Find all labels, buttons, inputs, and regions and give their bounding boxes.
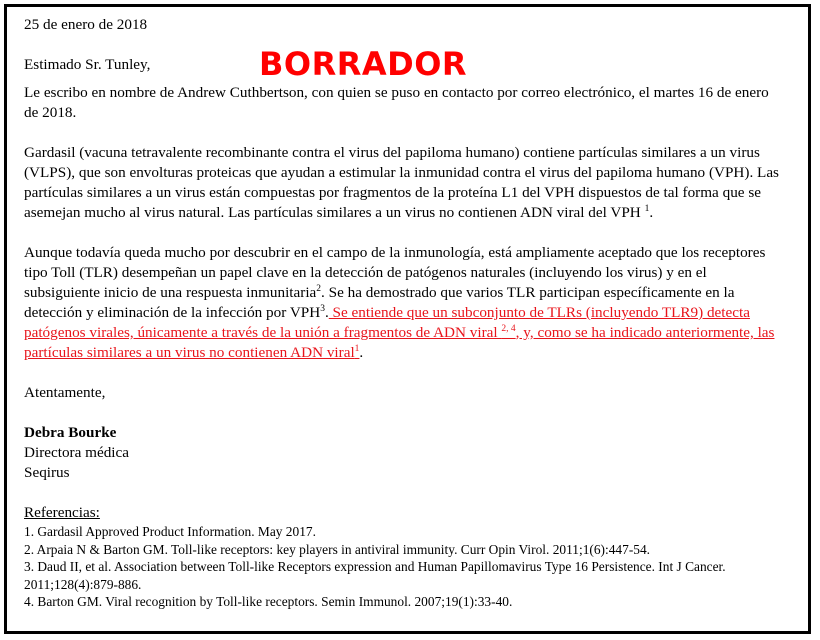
references-section: [24, 503, 782, 611]
highlight-part2: , y, como se ha indicado anteriormente, las partículas similares a un virus no contienen ADN viral: [24, 324, 775, 361]
paragraph-tlr: [24, 243, 782, 363]
paragraph-gardasil: [24, 143, 782, 223]
signer-company: Seqirus: [24, 464, 70, 481]
letter-content: [24, 15, 782, 611]
letter-page: [4, 4, 811, 634]
letter-date: 25 de enero de 2018: [24, 16, 148, 33]
highlight-part1: Se entiende que un subconjunto de TLRs (incluyendo TLR9) detecta patógenos virales, únicamente a través de la unión a fragmentos de ADN viral: [24, 304, 750, 341]
paragraph-tlr-end2: .: [324, 304, 329, 321]
paragraph-tlr-end: .: [359, 344, 364, 361]
signer-title: Directora médica: [24, 444, 129, 461]
signer-name: Debra Bourke: [24, 424, 117, 441]
paragraph-gardasil-end: .: [649, 204, 654, 221]
draft-watermark: BORRADOR: [259, 45, 468, 83]
reference-item: 1. Gardasil Approved Product Information. May 2017.: [24, 524, 316, 539]
salutation: Estimado Sr. Tunley,: [24, 56, 151, 73]
paragraph-tlr-part1: Aunque todavía queda mucho por descubrir en el campo de la inmunología, está ampliamente aceptado que los receptores tipo Toll (TLR) desempeñan un papel clave en la detección de patógenos naturales (incluyendo los virus) y en el subsiguiente inicio de una respuesta inmunitaria: [24, 244, 766, 301]
reference-marker: 2, 4: [501, 323, 516, 334]
paragraph-intro: Le escribo en nombre de Andrew Cuthbertson, con quien se puso en contacto por correo electrónico, el martes 16 de enero de 2018.: [24, 84, 769, 121]
paragraph-tlr-part2: . Se ha demostrado que varios TLR participan específicamente en la detección y eliminación de la infección por VPH: [24, 284, 735, 321]
reference-item: 3. Daud II, et al. Association between Toll-like Receptors expression and Human Papillomavirus Type 16 Persistence. Int J Cancer. 2011;128(4):879-886.: [24, 559, 726, 592]
paragraph-gardasil-text: Gardasil (vacuna tetravalente recombinante contra el virus del papiloma humano) contiene partículas similares a un virus (VLPS), que son envolturas proteicas que ayudan a estimular la inmunidad contra el virus del papiloma humano (VPH). Las partículas similares a un virus están compuestas por fragmentos de la proteína L1 del VPH dispuestos de tal forma que se asemejan mucho al virus natural. Las partículas similares a un virus no contienen ADN viral del VPH: [24, 144, 779, 221]
reference-marker: 1: [354, 343, 360, 354]
reference-item: 4. Barton GM. Viral recognition by Toll-like receptors. Semin Immunol. 2007;19(1):33-40.: [24, 594, 513, 609]
reference-marker: 1: [644, 203, 650, 214]
reference-item: 2. Arpaia N & Barton GM. Toll-like receptors: key players in antiviral immunity. Curr Opin Virol. 2011;1(6):447-54.: [24, 541, 651, 557]
signature-block: [24, 423, 782, 483]
reference-marker: 2: [316, 283, 322, 294]
references-title: Referencias:: [24, 504, 100, 521]
closing: Atentamente,: [24, 384, 106, 401]
reference-marker: 3: [320, 303, 325, 314]
